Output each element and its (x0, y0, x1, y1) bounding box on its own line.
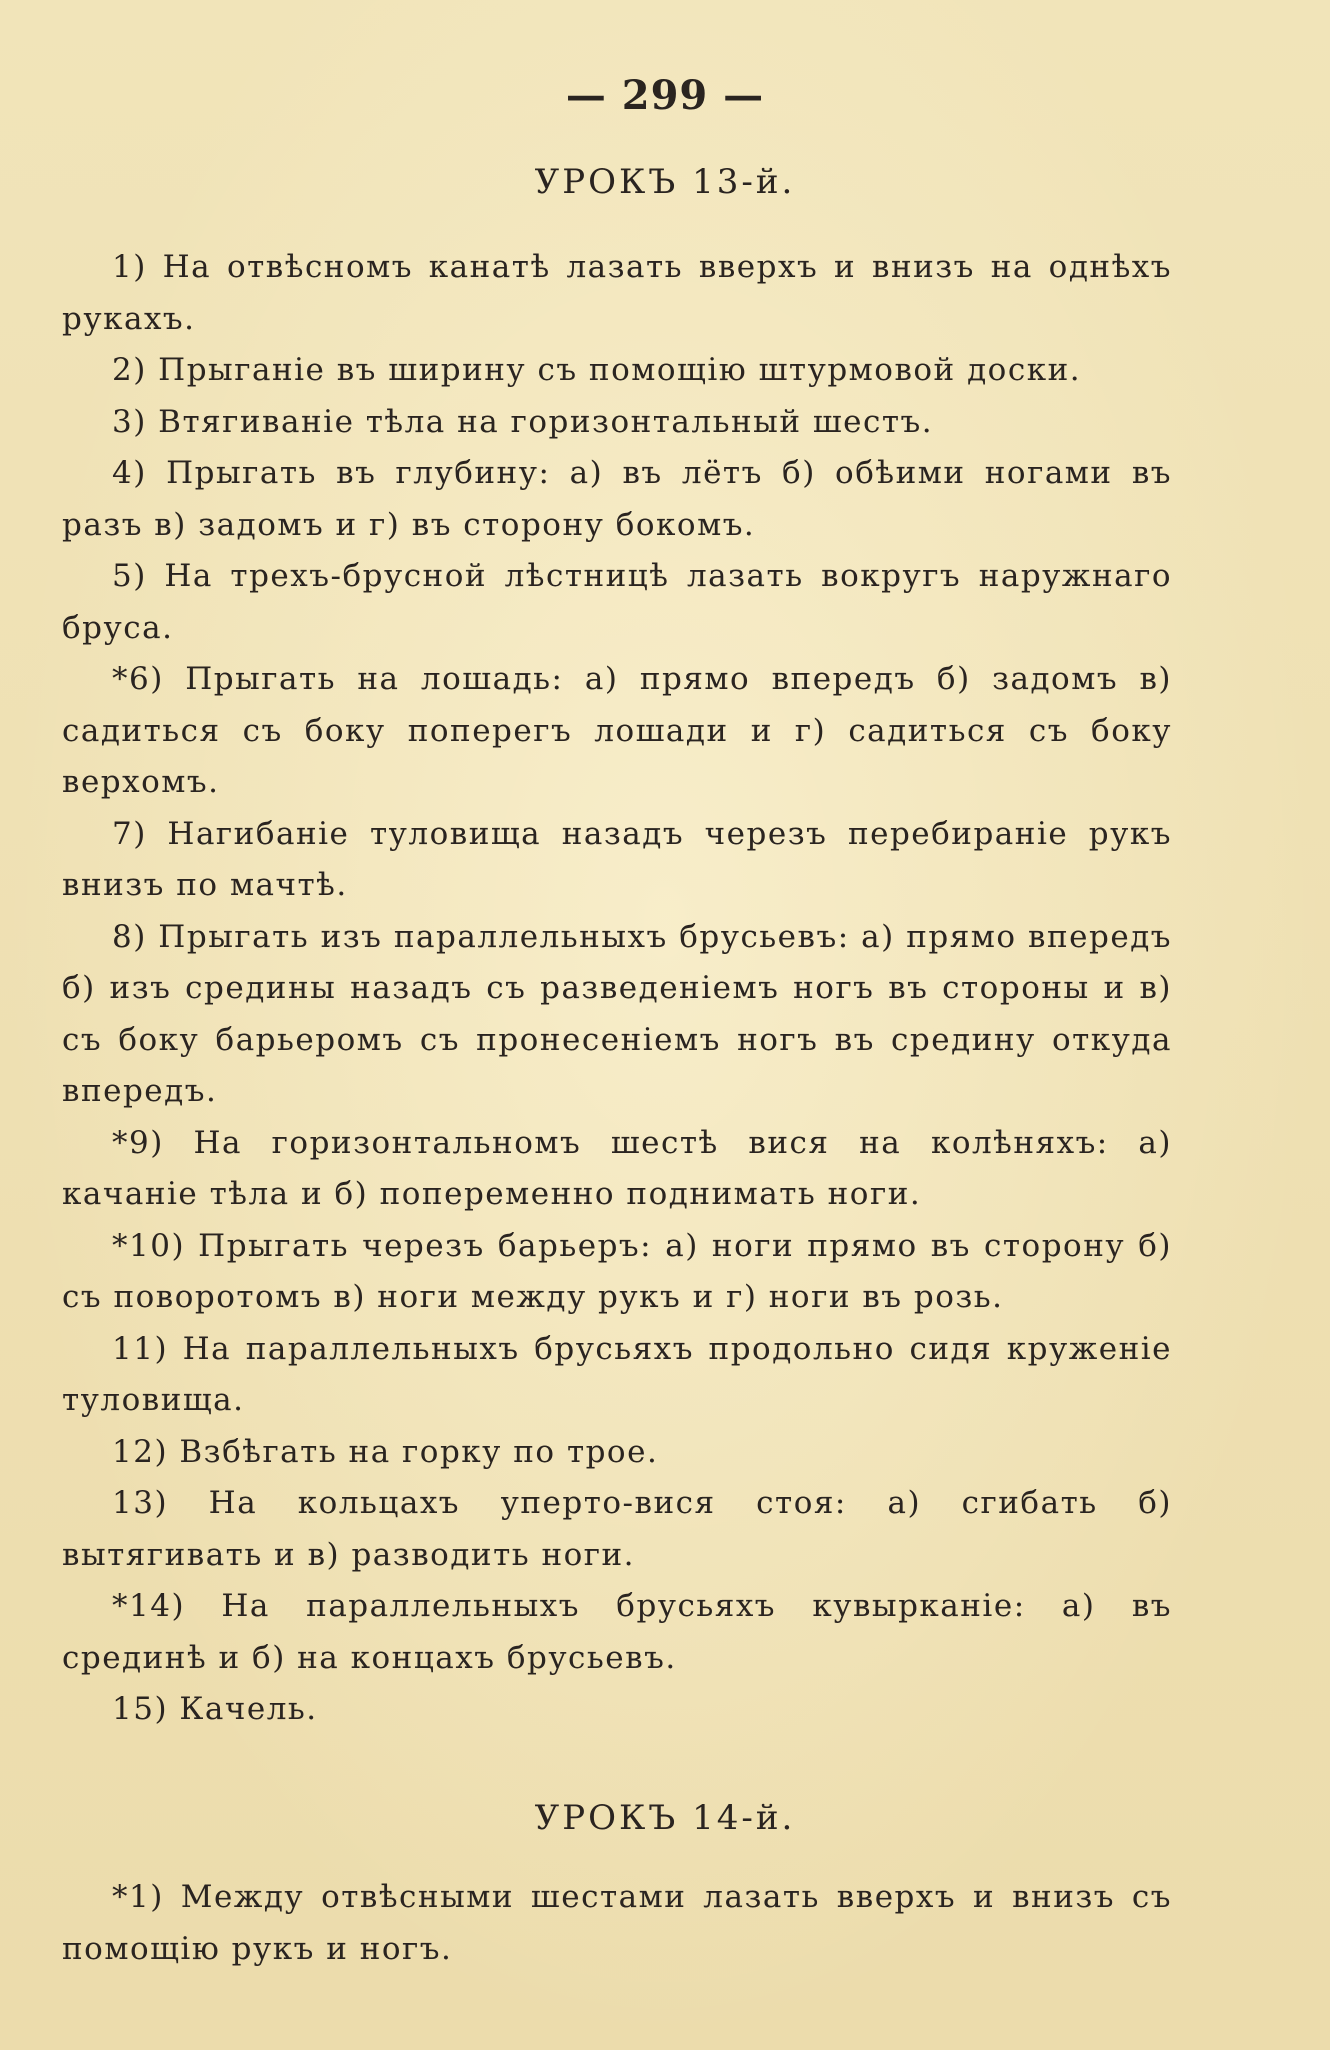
exercise-item: 13) На кольцахъ уперто-вися стоя: а) сгибать б) вытягивать и в) разводить ноги. (62, 1485, 1172, 1573)
exercise-item: 4) Прыгать въ глубину: а) въ лётъ б) обѣими ногами въ разъ в) задомъ и г) въ сторону бокомъ. (62, 455, 1172, 543)
lesson-14-exercise-list (62, 1872, 1172, 1975)
exercise-item: *1) Между отвѣсными шестами лазать вверхъ и внизъ съ помощію рукъ и ногъ. (62, 1879, 1172, 1967)
exercise-item: 12) Взбѣгать на горку по трое. (112, 1433, 659, 1470)
exercise-item: 8) Прыгать изъ параллельныхъ брусьевъ: а) прямо впередъ б) изъ средины назадъ съ разведеніемъ ногъ въ стороны и в) съ боку барьеромъ съ пронесеніемъ ногъ въ средину откуда впередъ. (62, 918, 1172, 1109)
exercise-item: 5) На трехъ-брусной лѣстницѣ лазать вокругъ наружнаго бруса. (62, 558, 1172, 646)
page-number: — 299 — (565, 72, 765, 119)
exercise-item: 3) Втягиваніе тѣла на горизонтальный шестъ. (112, 403, 934, 440)
exercise-item: *14) На параллельныхъ брусьяхъ кувырканіе: а) въ срединѣ и б) на концахъ брусьевъ. (62, 1588, 1172, 1676)
exercise-item: 7) Нагибаніе туловища назадъ черезъ перебираніе рукъ внизъ по мачтѣ. (62, 815, 1172, 903)
lesson-13-exercise-list (62, 242, 1172, 1736)
exercise-item: 15) Качель. (112, 1691, 318, 1727)
exercise-item: 2) Прыганіе въ ширину съ помощію штурмовой доски. (112, 352, 1082, 388)
exercise-item: *9) На горизонтальномъ шестѣ вися на колѣняхъ: а) качаніе тѣла и б) попеременно поднимать ноги. (62, 1124, 1172, 1212)
exercise-item: 1) На отвѣсномъ канатѣ лазать вверхъ и внизъ на однѣхъ рукахъ. (62, 249, 1172, 337)
exercise-item: *10) Прыгать черезъ барьеръ: а) ноги прямо въ сторону б) съ поворотомъ в) ноги между рукъ и г) ноги въ розь. (62, 1227, 1172, 1315)
exercise-item: *6) Прыгать на лошадь: а) прямо впередъ б) задомъ в) садиться съ боку поперегъ лошади и г) садиться съ боку верхомъ. (62, 661, 1172, 800)
lesson-13-heading: УРОКЪ 13-й. (534, 162, 796, 202)
lesson-14-heading: УРОКЪ 14-й. (534, 1798, 796, 1838)
exercise-item: 11) На параллельныхъ брусьяхъ продольно сидя круженіе туловища. (62, 1330, 1172, 1418)
